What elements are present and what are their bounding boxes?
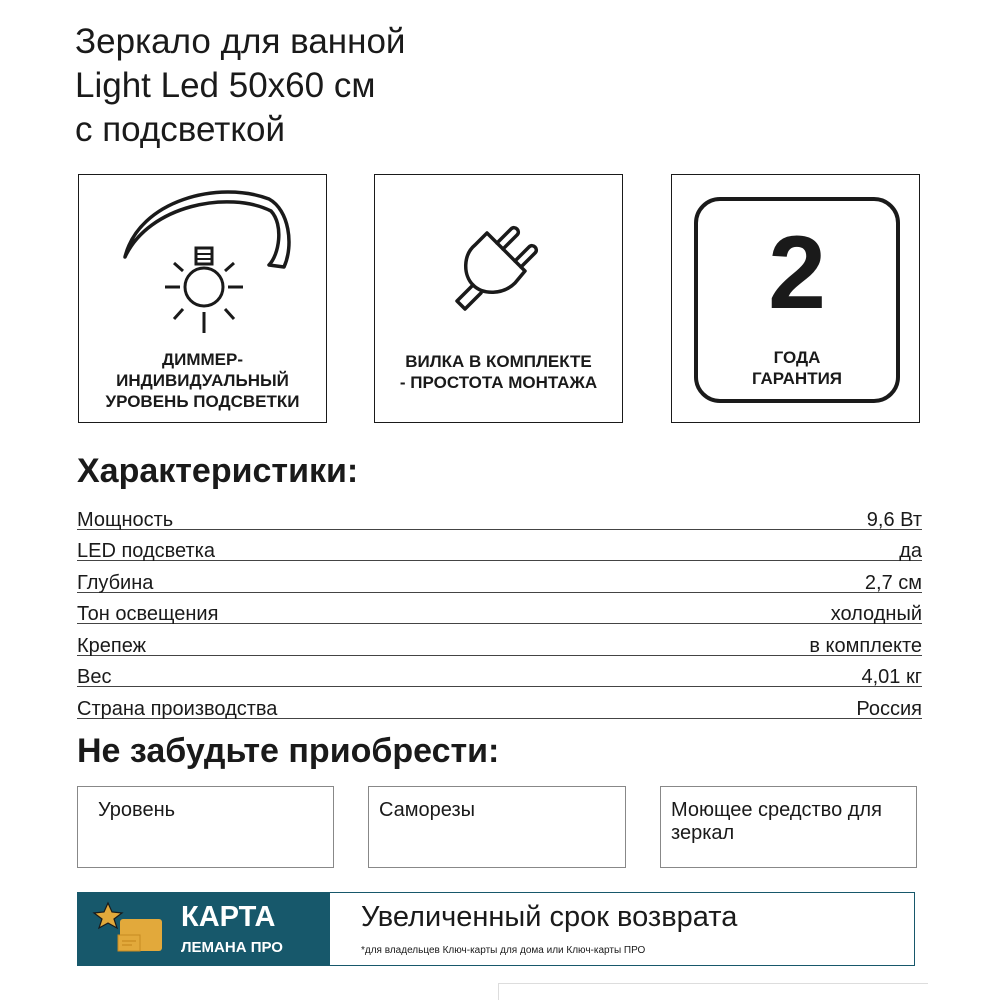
feature-warranty [671, 174, 920, 423]
spec-value: 9,6 Вт [866, 508, 922, 531]
card-brand-panel [78, 893, 330, 965]
card-title: КАРТА [181, 901, 276, 933]
buy-item-screws: Саморезы [368, 786, 626, 868]
bottom-frame [498, 983, 928, 1000]
spec-row [77, 530, 922, 562]
spec-row [77, 593, 922, 625]
buy-heading: Не забудьте приобрести: [77, 732, 500, 770]
caption-line: ВИЛКА В КОМПЛЕКТЕ [405, 352, 592, 371]
warranty-caption [698, 347, 896, 389]
title-line-1: Зеркало для ванной [75, 22, 406, 61]
spec-row [77, 561, 922, 593]
plug-icon [375, 175, 624, 345]
spec-value: 2,7 см [864, 571, 922, 594]
spec-value: холодный [830, 603, 922, 625]
spec-row [77, 656, 922, 688]
spec-label: Крепеж [77, 634, 147, 657]
caption-line: - ПРОСТОТА МОНТАЖА [399, 373, 598, 392]
spec-label: Тон освещения [77, 603, 219, 625]
spec-label: Мощность [77, 508, 174, 531]
title-line-3: с подсветкой [75, 110, 286, 149]
spec-value: 4,01 кг [861, 666, 922, 688]
product-title [75, 20, 675, 152]
spec-label: Страна производства [77, 697, 278, 720]
specs-heading: Характеристики: [77, 452, 359, 490]
spec-value: в комплекте [809, 634, 922, 657]
spec-label: Вес [77, 666, 112, 688]
warranty-badge [694, 197, 900, 403]
card-subtitle: ЛЕМАНА ПРО [181, 939, 283, 956]
caption-line: ИНДИВИДУАЛЬНЫЙ [116, 371, 289, 390]
caption-line: ГОДА [773, 348, 821, 367]
loyalty-card-banner [77, 892, 915, 966]
feature-dimmer [78, 174, 327, 423]
spec-row [77, 498, 922, 530]
caption-line: УРОВЕНЬ ПОДСВЕТКИ [105, 392, 300, 411]
spec-value: да [899, 540, 922, 562]
caption-line: ГАРАНТИЯ [751, 369, 843, 388]
caption-line: ДИММЕР- [162, 350, 243, 369]
warranty-years: 2 [768, 215, 826, 331]
spec-row [77, 624, 922, 656]
feature-plug-caption [375, 351, 622, 393]
card-main-text: Увеличенный срок возврата [361, 901, 738, 933]
title-line-2: Light Led 50x60 см [75, 66, 376, 105]
dimmer-lamp-icon [79, 175, 328, 355]
loyalty-card-icon [88, 897, 168, 967]
feature-dimmer-caption [79, 349, 326, 412]
specs-table [77, 498, 922, 719]
buy-item-level: Уровень [77, 786, 334, 868]
spec-row [77, 687, 922, 719]
spec-label: Глубина [77, 571, 154, 594]
feature-plug [374, 174, 623, 423]
card-footnote: *для владельцев Ключ-карты для дома или Ключ-карты ПРО [361, 945, 646, 956]
spec-value: Россия [856, 697, 922, 720]
spec-label: LED подсветка [77, 540, 215, 562]
buy-item-mirror-cleaner: Моющее средство для зеркал [660, 786, 917, 868]
